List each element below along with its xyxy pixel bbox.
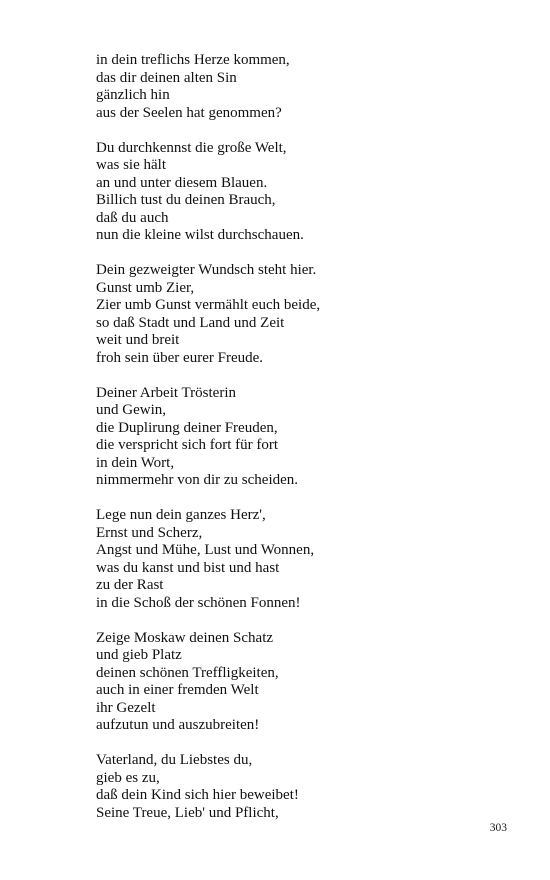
poem-line: das dir deinen alten Sin <box>96 69 237 86</box>
poem-line: deinen schönen Treffligkeiten, <box>96 664 279 681</box>
stanza-5 <box>96 507 516 612</box>
poem-line: in dein treflichs Herze kommen, <box>96 52 290 68</box>
poem-line: Billich tust du deinen Brauch, <box>96 192 276 208</box>
poem-line: Lege nun dein ganzes Herz', <box>96 507 266 523</box>
poem-line: in die Schoß der schönen Fonnen! <box>96 594 301 611</box>
poem-line: gänzlich hin <box>96 87 170 103</box>
poem-line: an und unter diesem Blauen. <box>96 174 268 191</box>
stanza-4 <box>96 385 516 490</box>
poem-line: Zier umb Gunst vermählt euch beide, <box>96 297 321 313</box>
page-number: 303 <box>489 822 507 834</box>
poem-line: was sie hält <box>96 157 166 173</box>
poem-line: gieb es zu, <box>96 769 160 786</box>
poem-text <box>96 52 516 840</box>
poem-line: die verspricht sich fort für fort <box>96 437 279 453</box>
poem-line: Ernst und Scherz, <box>96 524 203 541</box>
poem-line: und gieb Platz <box>96 647 182 663</box>
stanza-1 <box>96 52 516 122</box>
poem-line: die Duplirung deiner Freuden, <box>96 419 278 436</box>
stanza-7 <box>96 752 516 822</box>
poem-line: daß du auch <box>96 209 169 226</box>
stanza-6 <box>96 630 516 735</box>
poem-line: in dein Wort, <box>96 454 175 471</box>
poem-line: Deiner Arbeit Trösterin <box>96 384 236 401</box>
poem-line: nun die kleine wilst durchschauen. <box>96 227 304 243</box>
poem-line: daß dein Kind sich hier beweibet! <box>96 787 299 803</box>
poem-line: Angst und Mühe, Lust und Wonnen, <box>96 542 315 558</box>
poem-line: so daß Stadt und Land und Zeit <box>96 314 285 331</box>
poem-line: was du kanst und bist und hast <box>96 559 280 576</box>
poem-line: auch in einer fremden Welt <box>96 682 259 698</box>
poem-line: und Gewin, <box>96 402 166 418</box>
poem-line: aufzutun und auszubreiten! <box>96 717 260 733</box>
poem-line: zu der Rast <box>96 577 164 593</box>
poem-line: Du durchkennst die große Welt, <box>96 139 287 156</box>
poem-line: nimmermehr von dir zu scheiden. <box>96 472 299 488</box>
poem-line: Zeige Moskaw deinen Schatz <box>96 629 274 646</box>
stanza-2 <box>96 140 516 245</box>
poem-line: ihr Gezelt <box>96 699 156 716</box>
poem-line: froh sein über eurer Freude. <box>96 349 264 366</box>
poem-line: Gunst umb Zier, <box>96 279 195 296</box>
stanza-3 <box>96 262 516 367</box>
poem-line: weit und breit <box>96 332 180 348</box>
poem-line: Vaterland, du Liebstes du, <box>96 752 253 768</box>
poem-line: aus der Seelen hat genommen? <box>96 104 282 121</box>
poem-line: Seine Treue, Lieb' und Pflicht, <box>96 804 279 821</box>
poem-line: Dein gezweigter Wundsch steht hier. <box>96 262 317 278</box>
